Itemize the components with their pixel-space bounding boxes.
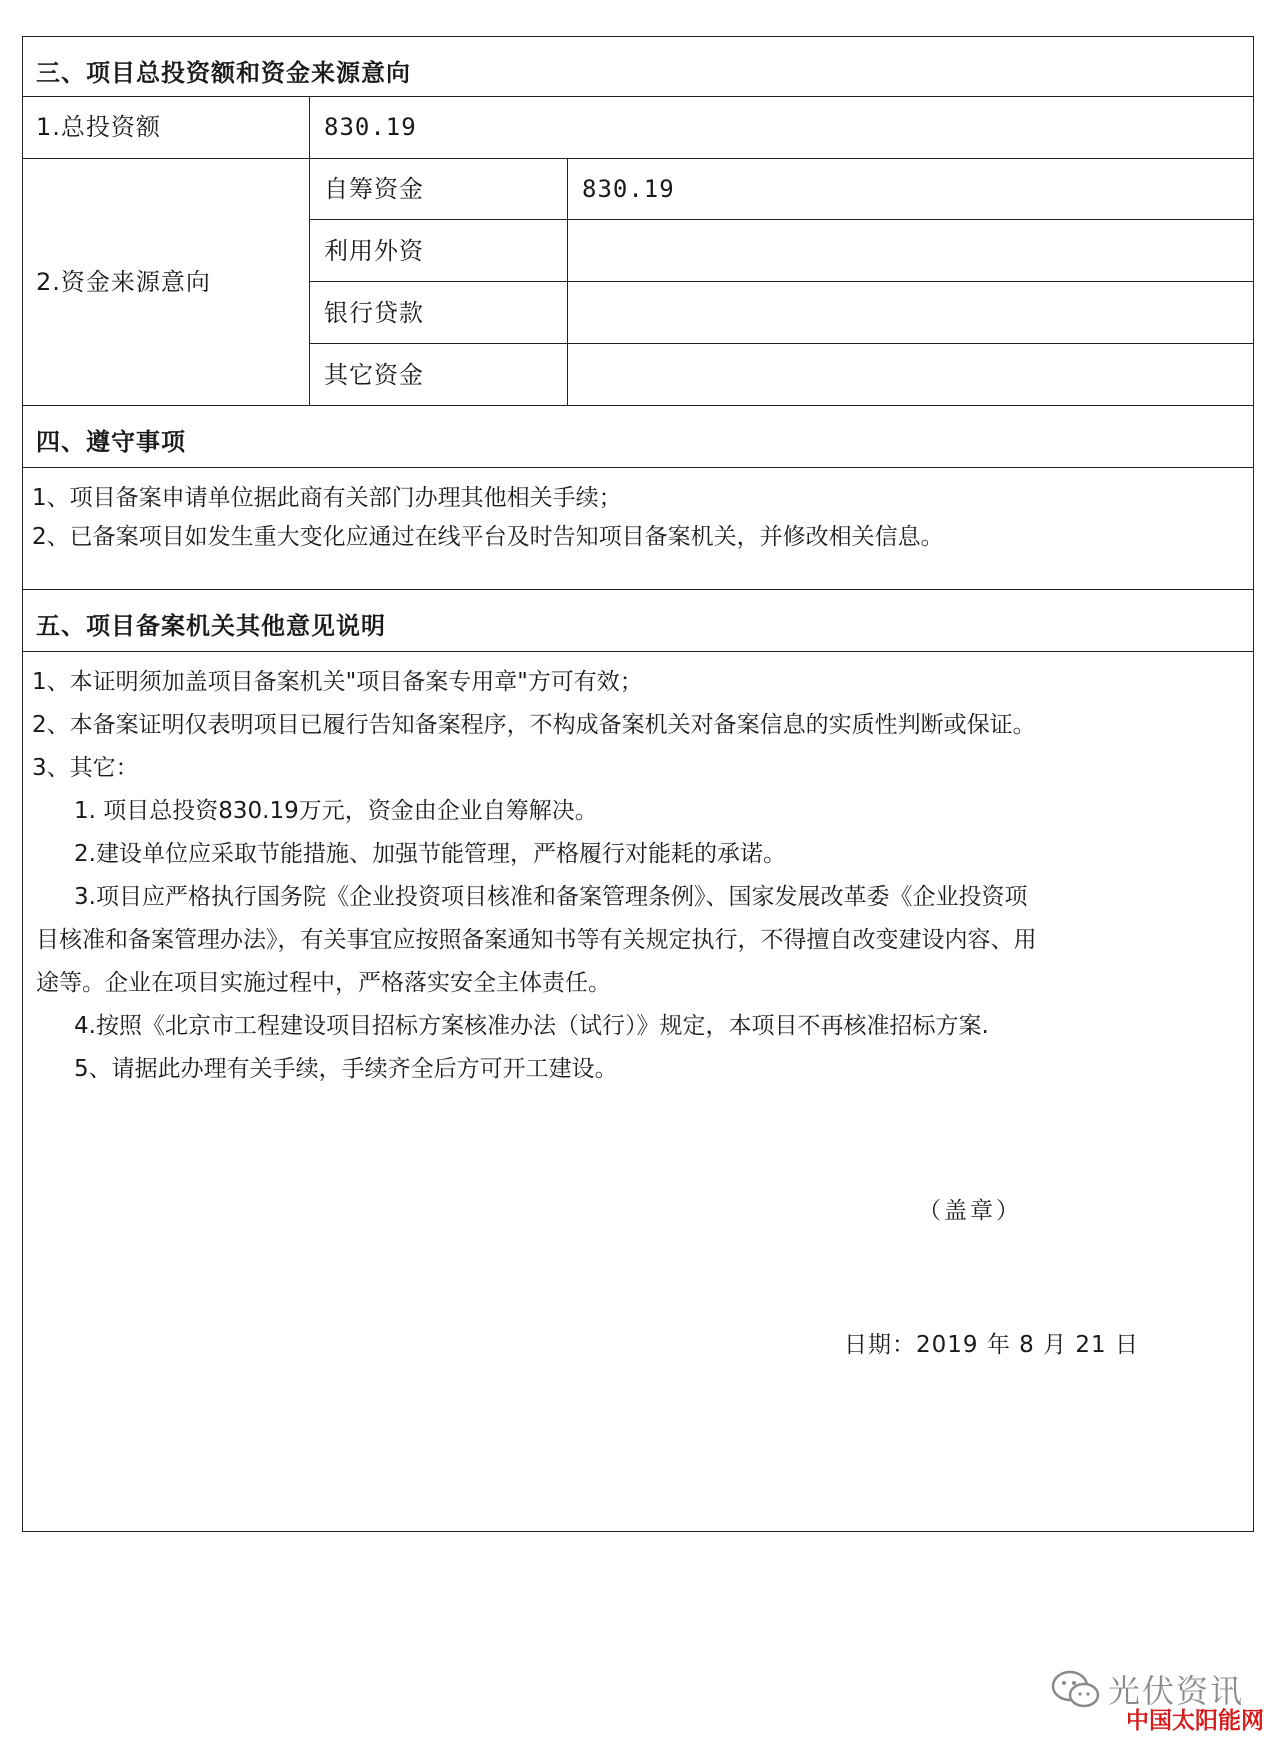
funding-self-raised-value: 830.19	[582, 175, 675, 203]
row-divider	[22, 651, 1254, 652]
filing-form	[22, 36, 1254, 1532]
wechat-icon	[1050, 1668, 1102, 1722]
funding-bank-loan-label: 银行贷款	[324, 299, 424, 327]
row-divider	[22, 158, 1254, 159]
other-sub-item-5: 5、请据此办理有关手续，手续齐全后方可开工建设。	[74, 1056, 618, 1082]
funding-foreign-label: 利用外资	[324, 237, 424, 265]
funding-source-label: 2.资金来源意向	[36, 268, 211, 296]
opinion-item-3: 3、其它：	[32, 755, 139, 781]
row-divider	[22, 467, 1254, 468]
opinion-item-1: 1、本证明须加盖项目备案机关"项目备案专用章"方可有效；	[32, 669, 643, 695]
seal-placeholder: （盖章）	[918, 1198, 1022, 1224]
table-border-right	[1253, 36, 1254, 1532]
row-divider	[22, 589, 1254, 590]
column-divider	[309, 96, 310, 405]
table-border-top	[22, 36, 1254, 37]
row-divider	[309, 281, 1254, 282]
section-5-title: 五、项目备案机关其他意见说明	[36, 612, 386, 640]
table-border-left	[22, 36, 23, 1532]
row-divider	[22, 96, 1254, 97]
compliance-item-2: 2、已备案项目如发生重大变化应通过在线平台及时告知项目备案机关，并修改相关信息。	[32, 524, 944, 550]
total-investment-value: 830.19	[324, 113, 417, 141]
compliance-item-1: 1、项目备案申请单位据此商有关部门办理其他相关手续；	[32, 485, 622, 511]
other-sub-item-4: 4.按照《北京市工程建设项目招标方案核准办法（试行）》规定，本项目不再核准招标方案.	[74, 1013, 989, 1039]
column-divider	[567, 158, 568, 405]
watermark	[1050, 1666, 1264, 1734]
other-sub-item-2: 2.建设单位应采取节能措施、加强节能管理，严格履行对能耗的承诺。	[74, 841, 786, 867]
table-border-bottom	[22, 1531, 1254, 1532]
section-4-title: 四、遵守事项	[36, 428, 186, 456]
section-3-title: 三、项目总投资额和资金来源意向	[36, 59, 411, 87]
row-divider	[309, 219, 1254, 220]
opinion-item-2: 2、本备案证明仅表明项目已履行告知备案程序，不构成备案机关对备案信息的实质性判断或保证。	[32, 712, 1036, 738]
row-divider	[22, 405, 1254, 406]
total-investment-label: 1.总投资额	[36, 113, 161, 141]
watermark-site: 中国太阳能网	[1126, 1708, 1264, 1734]
other-sub-item-3-line-2: 目核准和备案管理办法》，有关事宜应按照备案通知书等有关规定执行，不得擅自改变建设内容、用	[36, 927, 1037, 953]
filing-date: 日期：2019 年 8 月 21 日	[844, 1332, 1139, 1358]
funding-other-label: 其它资金	[324, 361, 424, 389]
watermark-name: 光伏资讯	[1108, 1672, 1245, 1710]
funding-self-raised-label: 自筹资金	[324, 175, 424, 203]
other-sub-item-1: 1. 项目总投资830.19万元，资金由企业自筹解决。	[74, 798, 598, 824]
other-sub-item-3-line-3: 途等。企业在项目实施过程中，严格落实安全主体责任。	[36, 970, 611, 996]
other-sub-item-3-line-1: 3.项目应严格执行国务院《企业投资项目核准和备案管理条例》、国家发展改革委《企业投资项	[74, 884, 1028, 910]
row-divider	[309, 343, 1254, 344]
